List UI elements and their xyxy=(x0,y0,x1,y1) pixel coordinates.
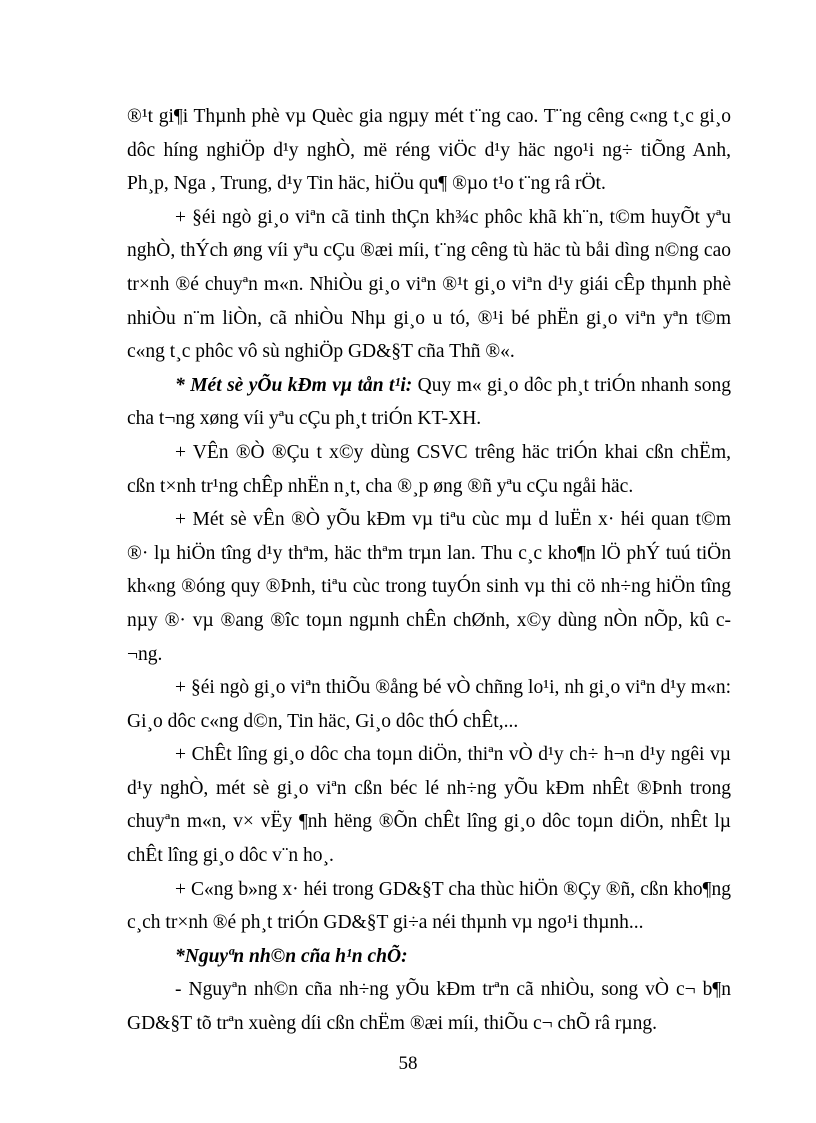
paragraph-9 xyxy=(127,940,731,974)
paragraph-3 xyxy=(127,369,731,436)
paragraph-4: + VÊn ®Ò ®Çu t x©y dùng CSVC trêng häc triÓn khai cßn chËm, cßn t×nh tr¹ng chÊp nhËn n¸t, cha ®¸p øng ®ñ yªu cÇu ngåi häc. xyxy=(127,441,731,497)
body-text xyxy=(127,100,731,1041)
paragraph-2: + §éi ngò gi¸o viªn cã tinh thÇn kh¾c phôc khã kh¨n, t©m huyÕt yªu nghÒ, thÝch øng víi yªu cÇu ®æi míi, t¨ng cêng tù häc tù båi dìng n©ng cao tr×nh ®é chuyªn m«n. NhiÒu gi¸o viªn ®¹t gi¸o viªn d¹y giái cÊp thµnh phè nhiÒu n¨m liÒn, cã nhiÒu Nhµ gi¸o u tó, ®¹i bé phËn gi¸o viªn yªn t©m c«ng t¸c phôc vô sù nghiÖp GD&§T cña Thñ ®«. xyxy=(127,206,731,363)
section-heading-causes: *Nguyªn nh©n cña h¹n chÕ: xyxy=(175,945,408,967)
paragraph-3-text: Quy m« gi¸o dôc ph¸t triÓn nhanh song cha t¬ng xøng víi yªu cÇu ph¸t triÓn KT-XH. xyxy=(127,374,731,430)
paragraph-5: + Mét sè vÊn ®Ò yÕu kÐm vµ tiªu cùc mµ d luËn x· héi quan t©m ®· lµ hiÖn tîng d¹y thªm, häc thªm trµn lan. Thu c¸c kho¶n lÖ phÝ tuú tiÖn kh«ng ®óng quy ®Þnh, tiªu cùc trong tuyÓn sinh vµ thi cö nh÷ng hiÖn tîng nµy ®· vµ ®ang ®îc toµn ngµnh chÊn chØnh, x©y dùng nÒn nÕp, kû c¬ng. xyxy=(127,509,731,665)
page-number: 58 xyxy=(398,1053,418,1074)
paragraph-6: + §éi ngò gi¸o viªn thiÕu ®ång bé vÒ chñng lo¹i, nh gi¸o viªn d¹y m«n: Gi¸o dôc c«ng d©n, Tin häc, Gi¸o dôc thÓ chÊt,... xyxy=(127,677,731,732)
paragraph-1: ®¹t gi¶i Thµnh phè vµ Quèc gia ngµy mét t¨ng cao. T¨ng cêng c«ng t¸c gi¸o dôc híng nghiÖp d¹y nghÒ, më réng viÖc d¹y häc ngo¹i ng÷ tiÕng Anh, Ph¸p, Nga , Trung, d¹y Tin häc, hiÖu qu¶ ®µo t¹o t¨ng râ rÖt. xyxy=(127,106,731,195)
paragraph-8: + C«ng b»ng x· héi trong GD&§T cha thùc hiÖn ®Çy ®ñ, cßn kho¶ng c¸ch tr×nh ®é ph¸t triÓn GD&§T gi÷a néi thµnh vµ ngo¹i thµnh... xyxy=(127,878,731,934)
section-heading-weaknesses: * Mét sè yÕu kÐm vµ tån t¹i: xyxy=(175,374,413,396)
paragraph-10: - Nguyªn nh©n cña nh÷ng yÕu kÐm trªn cã nhiÒu, song vÒ c¬ b¶n GD&§T tõ trªn xuèng díi cßn chËm ®æi míi, thiÕu c¬ chÕ râ rµng. xyxy=(127,979,731,1035)
paragraph-7: + ChÊt lîng gi¸o dôc cha toµn diÖn, thiªn vÒ d¹y ch÷ h¬n d¹y ngêi vµ d¹y nghÒ, mét sè gi¸o viªn cßn béc lé nh÷ng yÕu kÐm nhÊt ®Þnh trong chuyªn m«n, v× vËy ¶nh hëng ®Õn chÊt lîng gi¸o dôc toµn diÖn, nhÊt lµ chÊt lîng gi¸o dôc v¨n ho¸. xyxy=(127,744,731,867)
